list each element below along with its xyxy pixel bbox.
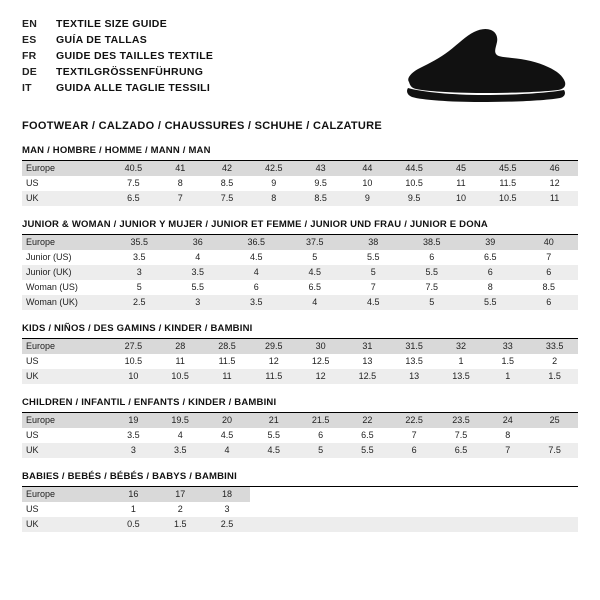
- size-cell: 25: [531, 413, 578, 428]
- size-cell-empty: [531, 487, 578, 502]
- size-cell: 1: [484, 369, 531, 384]
- size-cell: 44: [344, 161, 391, 176]
- size-cell: 6.5: [344, 428, 391, 443]
- size-cell: 5: [297, 443, 344, 458]
- size-cell: 22.5: [391, 413, 438, 428]
- size-cell: 5.5: [403, 265, 462, 280]
- size-cell: 5.5: [169, 280, 228, 295]
- size-cell-empty: [484, 487, 531, 502]
- row-label: Europe: [22, 413, 110, 428]
- size-cell-empty: [297, 517, 344, 532]
- size-cell: 3.5: [110, 428, 157, 443]
- table-row: [22, 176, 578, 191]
- size-table: [22, 487, 578, 532]
- size-cell: 5: [286, 250, 345, 265]
- size-cell: 5: [110, 280, 169, 295]
- size-cell: 10: [344, 176, 391, 191]
- size-cell: 1.5: [157, 517, 204, 532]
- size-cell: 32: [438, 339, 485, 354]
- size-cell: 7.5: [403, 280, 462, 295]
- size-cell-empty: [531, 502, 578, 517]
- page-header: [22, 18, 578, 104]
- size-cell: 5.5: [344, 250, 403, 265]
- size-block-junior-woman: [22, 219, 578, 310]
- size-cell: 4: [286, 295, 345, 310]
- size-cell-empty: [250, 487, 297, 502]
- size-cell: 28: [157, 339, 204, 354]
- size-cell: 4: [227, 265, 286, 280]
- size-cell: 8.5: [204, 176, 251, 191]
- language-code: DE: [22, 66, 37, 78]
- language-code: EN: [22, 18, 37, 30]
- table-row: [22, 250, 578, 265]
- size-cell: 12: [531, 176, 578, 191]
- size-cell: 5.5: [461, 295, 520, 310]
- size-cell: 10: [110, 369, 157, 384]
- size-cell: 7.5: [204, 191, 251, 206]
- size-cell: 6: [520, 265, 579, 280]
- size-cell: 41: [157, 161, 204, 176]
- table-row: [22, 517, 578, 532]
- size-cell-empty: [484, 517, 531, 532]
- size-cell: 4.5: [227, 250, 286, 265]
- size-cell: 0.5: [110, 517, 157, 532]
- block-title: KIDS / NIÑOS / DES GAMINS / KINDER / BAMBINI: [22, 323, 578, 339]
- size-cell: 3.5: [110, 250, 169, 265]
- size-cell: 9: [344, 191, 391, 206]
- size-block-babies: [22, 471, 578, 532]
- size-cell: 13: [391, 369, 438, 384]
- size-cell: 4.5: [286, 265, 345, 280]
- size-cell: 13.5: [438, 369, 485, 384]
- size-cell: 24: [484, 413, 531, 428]
- size-cell: 18: [204, 487, 251, 502]
- size-cell: 7: [157, 191, 204, 206]
- size-cell: 12.5: [297, 354, 344, 369]
- size-cell-empty: [250, 517, 297, 532]
- size-cell: 10.5: [110, 354, 157, 369]
- table-row: [22, 265, 578, 280]
- size-cell: 11: [438, 176, 485, 191]
- row-label: Europe: [22, 339, 110, 354]
- size-cell: 6: [403, 250, 462, 265]
- size-cell: 36: [169, 235, 228, 250]
- size-cell: 3: [204, 502, 251, 517]
- size-cell: 21: [250, 413, 297, 428]
- language-code: IT: [22, 82, 32, 94]
- size-cell: 10.5: [391, 176, 438, 191]
- row-label: UK: [22, 191, 110, 206]
- size-cell: 2.5: [204, 517, 251, 532]
- block-title: BABIES / BEBÉS / BÉBÉS / BABYS / BAMBINI: [22, 471, 578, 487]
- size-table: [22, 161, 578, 206]
- size-cell: 8: [157, 176, 204, 191]
- size-cell: 7: [484, 443, 531, 458]
- size-cell: 3: [169, 295, 228, 310]
- row-label: Junior (US): [22, 250, 110, 265]
- size-cell: 1: [438, 354, 485, 369]
- size-cell: 43: [297, 161, 344, 176]
- size-cell: 3.5: [157, 443, 204, 458]
- language-row: [22, 34, 213, 50]
- size-cell-empty: [297, 487, 344, 502]
- size-cell: 7: [520, 250, 579, 265]
- size-cell: 31: [344, 339, 391, 354]
- row-label: UK: [22, 369, 110, 384]
- size-cell: 13: [344, 354, 391, 369]
- size-cell: 40: [520, 235, 579, 250]
- row-label: Europe: [22, 235, 110, 250]
- size-table: [22, 235, 578, 310]
- size-cell: 11: [531, 191, 578, 206]
- table-row: [22, 369, 578, 384]
- size-cell-empty: [297, 502, 344, 517]
- size-cell: 2: [531, 354, 578, 369]
- size-table-body: [22, 487, 578, 532]
- row-label: UK: [22, 517, 110, 532]
- table-row: [22, 235, 578, 250]
- size-cell: 3: [110, 443, 157, 458]
- size-cell: 38.5: [403, 235, 462, 250]
- row-label: Woman (UK): [22, 295, 110, 310]
- size-cell-empty: [531, 517, 578, 532]
- size-cell: 12: [297, 369, 344, 384]
- language-title: GUIDE DES TAILLES TEXTILE: [56, 50, 214, 62]
- size-cell: 42: [204, 161, 251, 176]
- size-cell: 33.5: [531, 339, 578, 354]
- size-cell: 10.5: [157, 369, 204, 384]
- size-cell: 6.5: [461, 250, 520, 265]
- size-cell: 38: [344, 235, 403, 250]
- size-cell: 35.5: [110, 235, 169, 250]
- size-cell: 2: [157, 502, 204, 517]
- size-cell: 6: [461, 265, 520, 280]
- size-cell-empty: [391, 502, 438, 517]
- size-cell: 22: [344, 413, 391, 428]
- size-cell-empty: [438, 487, 485, 502]
- table-row: [22, 191, 578, 206]
- row-label: Woman (US): [22, 280, 110, 295]
- size-cell: 4: [204, 443, 251, 458]
- size-cell-empty: [438, 517, 485, 532]
- size-cell: 12: [250, 354, 297, 369]
- language-title: TEXTILE SIZE GUIDE: [56, 18, 167, 30]
- size-cell: 44.5: [391, 161, 438, 176]
- size-cell: 3.5: [169, 265, 228, 280]
- language-code: FR: [22, 50, 37, 62]
- size-cell: 5: [403, 295, 462, 310]
- language-title: GUÍA DE TALLAS: [56, 34, 148, 46]
- block-title: MAN / HOMBRE / HOMME / MANN / MAN: [22, 145, 578, 161]
- size-cell: 19: [110, 413, 157, 428]
- size-cell: 46: [531, 161, 578, 176]
- language-title-body: [22, 18, 213, 98]
- size-cell: 17: [157, 487, 204, 502]
- size-cell: 9.5: [297, 176, 344, 191]
- size-cell: 1.5: [484, 354, 531, 369]
- size-cell: 8: [250, 191, 297, 206]
- size-cell-empty: [344, 487, 391, 502]
- size-cell: 11: [204, 369, 251, 384]
- size-cell: 10: [438, 191, 485, 206]
- language-row: [22, 50, 213, 66]
- language-title: TEXTILGRÖSSENFÜHRUNG: [56, 66, 204, 78]
- size-cell: 1.5: [531, 369, 578, 384]
- size-cell: 7.5: [110, 176, 157, 191]
- size-cell: 37.5: [286, 235, 345, 250]
- size-cell: 7: [344, 280, 403, 295]
- size-cell: 45: [438, 161, 485, 176]
- size-table-body: [22, 413, 578, 458]
- size-cell: 21.5: [297, 413, 344, 428]
- size-cell: 8.5: [520, 280, 579, 295]
- size-cell: 3.5: [227, 295, 286, 310]
- size-cell-empty: [391, 517, 438, 532]
- size-cell: 13.5: [391, 354, 438, 369]
- size-cell: 31.5: [391, 339, 438, 354]
- size-block-kids: [22, 323, 578, 384]
- size-block-children: [22, 397, 578, 458]
- size-cell: 40.5: [110, 161, 157, 176]
- size-cell-empty: [344, 502, 391, 517]
- size-cell: 3: [110, 265, 169, 280]
- size-cell-empty: [484, 502, 531, 517]
- size-cell: 7.5: [438, 428, 485, 443]
- size-cell: 16: [110, 487, 157, 502]
- table-row: [22, 502, 578, 517]
- dress-shoe-icon: [392, 26, 570, 106]
- block-title: JUNIOR & WOMAN / JUNIOR Y MUJER / JUNIOR ET FEMME / JUNIOR UND FRAU / JUNIOR E DONA: [22, 219, 578, 235]
- size-cell-empty: [391, 487, 438, 502]
- size-table-body: [22, 235, 578, 310]
- size-cell: 10.5: [484, 191, 531, 206]
- size-cell: 28.5: [204, 339, 251, 354]
- size-cell: 7.5: [531, 443, 578, 458]
- language-title: GUIDA ALLE TAGLIE TESSILI: [56, 82, 211, 94]
- size-cell: 39: [461, 235, 520, 250]
- row-label: UK: [22, 443, 110, 458]
- size-cell: 6.5: [286, 280, 345, 295]
- size-cell: 23.5: [438, 413, 485, 428]
- size-cell: 19.5: [157, 413, 204, 428]
- size-cell: 27.5: [110, 339, 157, 354]
- row-label: Junior (UK): [22, 265, 110, 280]
- table-row: [22, 413, 578, 428]
- size-cell: 4.5: [250, 443, 297, 458]
- language-code: ES: [22, 34, 37, 46]
- row-label: US: [22, 354, 110, 369]
- size-cell: 5.5: [344, 443, 391, 458]
- size-cell: 11.5: [484, 176, 531, 191]
- size-cell-empty: [438, 502, 485, 517]
- row-label: Europe: [22, 161, 110, 176]
- size-table-body: [22, 339, 578, 384]
- size-cell: 42.5: [250, 161, 297, 176]
- size-cell: 9: [250, 176, 297, 191]
- size-cell: 36.5: [227, 235, 286, 250]
- size-cell: 20: [204, 413, 251, 428]
- size-cell: 4.5: [344, 295, 403, 310]
- size-cell-empty: [344, 517, 391, 532]
- size-cell: 33: [484, 339, 531, 354]
- size-cell: 8: [484, 428, 531, 443]
- table-row: [22, 354, 578, 369]
- size-cell: 8: [461, 280, 520, 295]
- table-row: [22, 280, 578, 295]
- size-cell: 6: [227, 280, 286, 295]
- size-cell: 45.5: [484, 161, 531, 176]
- size-cell: 9.5: [391, 191, 438, 206]
- size-cell: 4: [169, 250, 228, 265]
- size-cell: 7: [391, 428, 438, 443]
- row-label: US: [22, 176, 110, 191]
- size-cell: 6: [520, 295, 579, 310]
- language-title-table: [22, 18, 213, 98]
- language-row: [22, 18, 213, 34]
- size-cell: 6: [391, 443, 438, 458]
- size-cell: [531, 428, 578, 443]
- table-row: [22, 339, 578, 354]
- table-row: [22, 487, 578, 502]
- size-table: [22, 339, 578, 384]
- language-row: [22, 82, 213, 98]
- size-table: [22, 413, 578, 458]
- size-cell: 12.5: [344, 369, 391, 384]
- size-cell: 5.5: [250, 428, 297, 443]
- size-cell: 6.5: [438, 443, 485, 458]
- size-cell: 1: [110, 502, 157, 517]
- row-label: US: [22, 428, 110, 443]
- row-label: Europe: [22, 487, 110, 502]
- size-cell: 11.5: [250, 369, 297, 384]
- size-cell: 11.5: [204, 354, 251, 369]
- page-title: FOOTWEAR / CALZADO / CHAUSSURES / SCHUHE / CALZATURE: [22, 120, 383, 132]
- size-table-body: [22, 161, 578, 206]
- size-cell: 6: [297, 428, 344, 443]
- language-row: [22, 66, 213, 82]
- size-cell: 4: [157, 428, 204, 443]
- size-cell: 4.5: [204, 428, 251, 443]
- size-cell: 29.5: [250, 339, 297, 354]
- size-cell: 11: [157, 354, 204, 369]
- size-block-man: [22, 145, 578, 206]
- size-cell: 30: [297, 339, 344, 354]
- block-title: CHILDREN / INFANTIL / ENFANTS / KINDER / BAMBINI: [22, 397, 578, 413]
- size-cell-empty: [250, 502, 297, 517]
- row-label: US: [22, 502, 110, 517]
- table-row: [22, 443, 578, 458]
- size-cell: 2.5: [110, 295, 169, 310]
- size-cell: 8.5: [297, 191, 344, 206]
- table-row: [22, 295, 578, 310]
- bottom-spacer: [22, 532, 578, 542]
- size-cell: 5: [344, 265, 403, 280]
- size-cell: 6.5: [110, 191, 157, 206]
- table-row: [22, 428, 578, 443]
- table-row: [22, 161, 578, 176]
